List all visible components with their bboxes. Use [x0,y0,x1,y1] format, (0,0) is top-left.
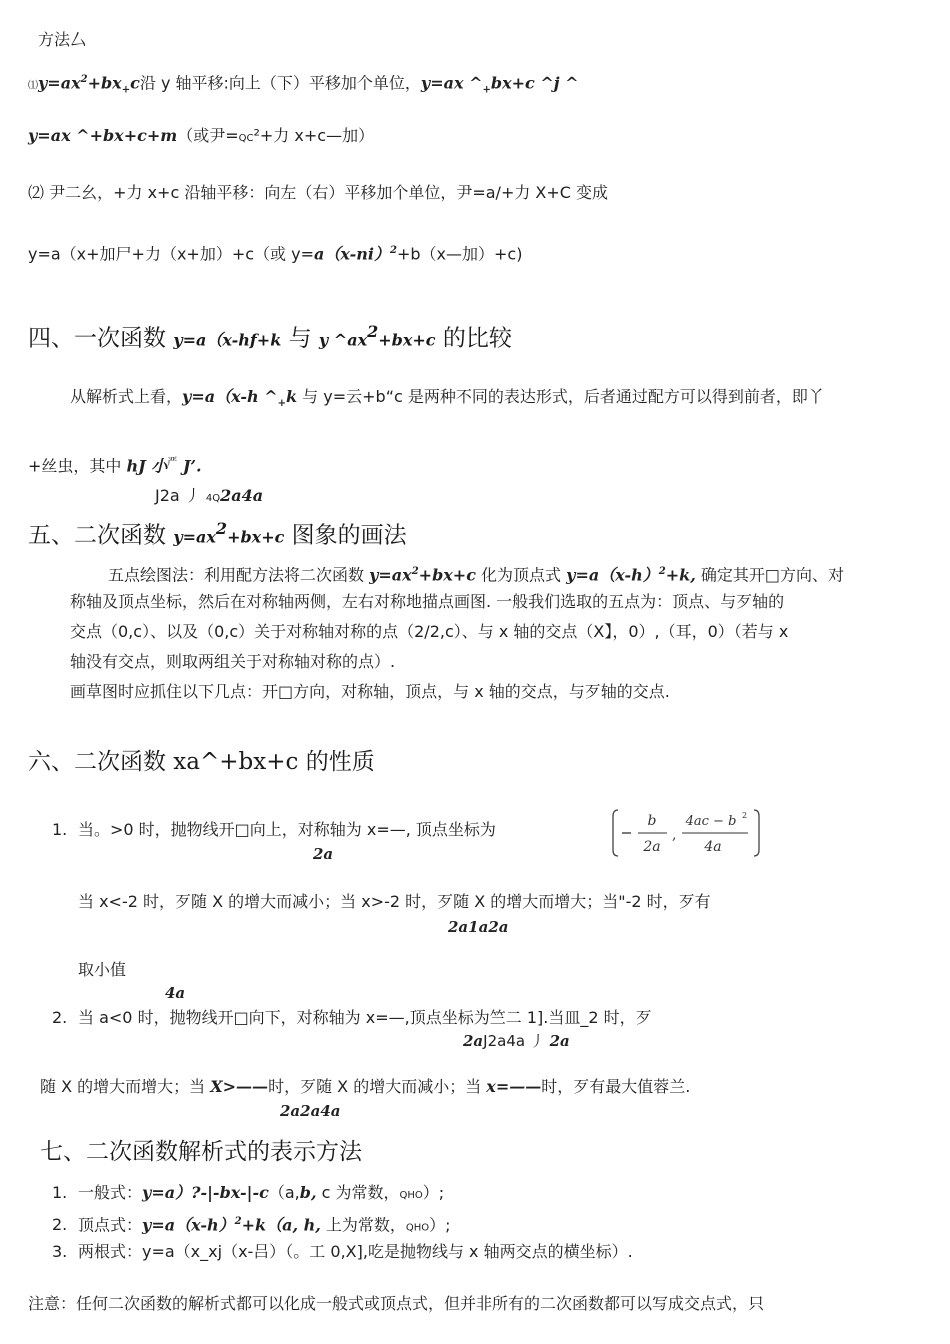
five-point-method-line2: 称轴及顶点坐标，然后在对称轴两侧，左右对称地描点画图. 一般我们选取的五点为：顶点、与歹轴的 [70,592,785,611]
heading-section-7: 七、二次函数解析式的表示方法 [40,1139,362,1165]
five-point-method-line4: 轴没有交点，则取两组关于对称轴对称的点）. [70,652,396,671]
vertical-shift-rule: $⑴y=ax^2+bx_+c$沿 y 轴平移:向上（下）平移加个单位，y=ax $\^{}_+bx+c$ ^j ^ [28,73,579,96]
comparison-fraction-line: J2a 丿 4Q2a4a [155,486,264,505]
vertical-shift-result: y=ax ^+bx+c+m（或尹=QC²+力 x+c—加） [28,126,375,145]
sketch-tips: 画草图时应抓住以下几点：开□方向，对称轴，顶点，与 x 轴的交点，与歹轴的交点. [70,682,670,701]
form-vertex: 2. 顶点式：$y=a(x-h)^2+k(a$, h, 上为常数，QHO）; [52,1215,451,1235]
comparison-paragraph-line1: 从解析式上看，y=a（x-h $\^{}_+k$ 与 y=云+b“c 是两种不同的表达形式，后者通过配方可以得到前者，即丫 [70,387,824,410]
property-item-2-monotonicity: 随 X 的增大而增大；当 X>——时，歹随 X 的增大而减小；当 x=——时，歹有最大值蓉兰. [40,1077,691,1096]
property-item-2-max-denominators: 2a2a4a [280,1102,341,1120]
vertex-formula [612,806,760,860]
five-point-method-line1: 五点绘图法：利用配方法将二次函数 $y=ax^2+bx+c$ 化为顶点式 $y=a(x-h)^2+k$, 确定其开□方向、对 [108,565,844,585]
horizontal-shift-rule: ⑵ 尹二幺，+力 x+c 沿轴平移：向左（右）平移加个单位，尹=a/+力 X+C 变成 [28,183,609,202]
heading-section-4: 四、一次函数 y=a（x-hf+k 与 y $\^{}ax^2+bx+c$ 的比较 [28,322,512,352]
comparison-paragraph-line2: +丝虫，其中 hJ 小$^严$ J’. [28,456,202,476]
vertex-x-denominator: 2a [643,839,661,855]
five-point-method-line3: 交点（0,c）、以及（0,c）关于对称轴对称的点（2/2,c）、与 x 轴的交点（X】，0）,（耳，0）（若与 x [70,622,789,641]
property-item-2-denominators: 2aJ2a4a 丿 2a [463,1032,570,1050]
property-item-1-monotonicity: 当 x<-2 时，歹随 X 的增大而减小；当 x>-2 时，歹随 X 的增大而增大；当"-2 时，歹有 [78,892,711,911]
section-label: 方法厶 [38,30,87,49]
heading-section-5: 五、二次函数 $y=ax^2+bx+c$ 图象的画法 [28,519,407,549]
heading-section-6: 六、二次函数 xa^+bx+c 的性质 [28,749,375,775]
vertex-y-denominator: 4a [704,839,722,855]
property-item-2: 2. 当 a<0 时，抛物线开□向下，对称轴为 x=—,顶点坐标为竺二 1].当皿_2 时，歹 [52,1008,652,1027]
note-paragraph: 注意：任何二次函数的解析式都可以化成一般式或顶点式，但并非所有的二次函数都可以写成交点式，只 [28,1294,765,1313]
property-item-1-min-denominator: 4a [165,984,186,1002]
property-item-1-denominators: 2a1a2a [448,918,509,936]
vertex-y-numerator-exponent: 2 [742,811,748,820]
property-item-1: 1. 当。>0 时，抛物线开□向上，对称轴为 x=—, 顶点坐标为 [52,820,496,839]
horizontal-shift-result: y=a（x+加尸+力（x+加）+c（或 $y=a(x-ni)^2+b(x—$加）+c) [28,244,523,264]
property-item-1-min-value: 取小值 [78,960,127,979]
vertex-x-numerator: b [647,813,657,829]
property-item-1-denominator: 2a [313,845,334,863]
vertex-y-numerator: 4ac − b [685,814,737,829]
svg-text:,: , [672,827,677,843]
form-roots: 3. 两根式：y=a（x_xj（x-吕）（。工 0,X],吃是抛物线与 x 轴两交点的横坐标）. [52,1242,633,1261]
form-general: 1. 一般式：y=a）?-|-bx-|-c（a,b, c 为常数，QHO）; [52,1183,445,1202]
